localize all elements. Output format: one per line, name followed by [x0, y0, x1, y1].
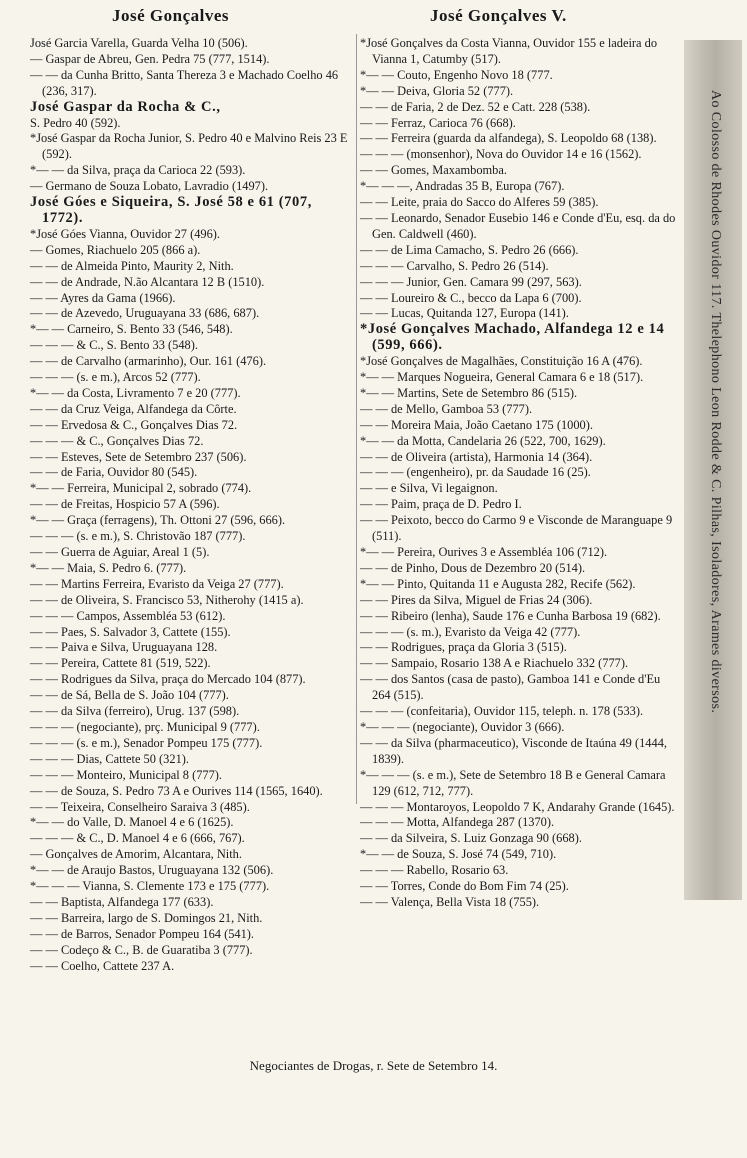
directory-entry: — — — & C., S. Bento 33 (548). [30, 338, 198, 353]
directory-entry: *— — da Silva, praça da Carioca 22 (593). [30, 163, 246, 178]
directory-entry: — — da Cunha Britto, Santa Thereza 3 e Machado Coelho 46 (236, 317). [30, 67, 339, 98]
directory-entry: — — Martins Ferreira, Evaristo da Veiga 27 (777). [30, 576, 284, 591]
directory-entry: *— — —, Andradas 35 B, Europa (767). [360, 179, 565, 194]
directory-entry: — — Paes, S. Salvador 3, Cattete (155). [30, 624, 231, 639]
directory-entry: — — Guerra de Aguiar, Areal 1 (5). [30, 545, 210, 559]
directory-entry: *— — Pinto, Quitanda 11 e Augusta 282, Recife (562). [360, 576, 636, 591]
directory-entry: — — Ayres da Gama (1966). [30, 290, 176, 305]
directory-entry: — — Leite, praia do Sacco do Alferes 59 (385). [360, 195, 599, 210]
directory-entry: — — Baptista, Alfandega 177 (633). [30, 894, 214, 909]
left-column [30, 36, 356, 974]
directory-entry: — — — & C., Gonçalves Dias 72. [30, 433, 204, 448]
directory-entry: *— — Deiva, Gloria 52 (777). [360, 83, 514, 98]
directory-entry: — — — Campos, Assembléa 53 (612). [30, 608, 226, 623]
directory-entry: — Gomes, Riachuelo 205 (866 a). [30, 242, 201, 257]
directory-entry: José Góes e Siqueira, S. José 58 e 61 (707, 1772). [30, 194, 312, 226]
directory-entry: *José Gaspar da Rocha Junior, S. Pedro 40 e Malvino Reis 23 E (592). [30, 131, 348, 162]
directory-entry: — — de Almeida Pinto, Maurity 2, Nith. [30, 258, 234, 273]
directory-entry: José Garcia Varella, Guarda Velha 10 (506). [30, 36, 248, 50]
directory-entry: *— — Carneiro, S. Bento 33 (546, 548). [30, 322, 233, 337]
directory-entry: S. Pedro 40 (592). [30, 115, 121, 130]
directory-entry: — — de Sá, Bella de S. João 104 (777). [30, 688, 229, 703]
directory-entry: — — dos Santos (casa de pasto), Gamboa 141 e Conde d'Eu 264 (515). [360, 672, 661, 703]
directory-entry: — — Rodrigues, praça da Gloria 3 (515). [360, 640, 567, 655]
directory-entry: — — Rodrigues da Silva, praça do Mercado 104 (877). [30, 672, 306, 687]
directory-entry: — — de Oliveira, S. Francisco 53, Nitherohy (1415 a). [30, 592, 304, 607]
directory-entry: — — Torres, Conde do Bom Fim 74 (25). [360, 879, 569, 894]
directory-entry: — — de Faria, Ouvidor 80 (545). [30, 465, 198, 480]
directory-entry: — — Lucas, Quitanda 127, Europa (141). [360, 306, 569, 321]
header-left-title: José Gonçalves [112, 6, 230, 25]
directory-entry: *— — Couto, Engenho Novo 18 (777. [360, 67, 553, 82]
directory-entry: — — — Motta, Alfandega 287 (1370). [360, 815, 555, 830]
directory-entry: — — de Souza, S. Pedro 73 A e Ourives 114 (1565, 1640). [30, 783, 323, 798]
page-footer: Negociantes de Drogas, r. Sete de Setembro 14. [249, 1058, 498, 1073]
directory-entry: — — — Monteiro, Municipal 8 (777). [30, 767, 223, 782]
directory-entry: — — e Silva, Vi legaignon. [360, 481, 498, 496]
directory-entry: *— — Graça (ferragens), Th. Ottoni 27 (596, 666). [30, 513, 286, 528]
directory-entry: — — de Barros, Senador Pompeu 164 (541). [30, 926, 255, 941]
directory-entry: — — de Carvalho (armarinho), Our. 161 (476). [30, 354, 267, 369]
directory-entry: *— — Pereira, Ourives 3 e Assembléa 106 (712). [360, 545, 608, 559]
directory-entry: — — de Oliveira (artista), Harmonia 14 (364). [360, 449, 593, 464]
column-divider [356, 34, 357, 804]
directory-entry: — — Gomes, Maxambomba. [360, 163, 507, 178]
directory-entry: — — de Azevedo, Uruguayana 33 (686, 687). [30, 306, 260, 321]
right-column [360, 36, 678, 911]
directory-entry: — — — (engenheiro), pr. da Saudade 16 (25). [360, 465, 591, 480]
directory-entry: — — Ervedosa & C., Gonçalves Dias 72. [30, 417, 238, 432]
directory-entry: *— — da Costa, Livramento 7 e 20 (777). [30, 385, 241, 400]
side-advertisement-text: Ao Colosso de Rhodes Ouvidor 117. Thelephono Leon Rodde & C. Pilhas, Isoladores, Arames diversos. [708, 90, 723, 714]
directory-entry: — — Ferraz, Carioca 76 (668). [360, 115, 516, 130]
directory-entry: — — Sampaio, Rosario 138 A e Riachuelo 332 (777). [360, 656, 629, 671]
directory-entry: *José Gonçalves Machado, Alfandega 12 e 14 (599, 666). [360, 321, 665, 354]
directory-entry: *— — do Valle, D. Manoel 4 e 6 (1625). [30, 815, 234, 830]
header-right-title: José Gonçalves V. [430, 6, 567, 25]
directory-entry: — — da Silva (pharmaceutico), Visconde de Itaúna 49 (1444, 1839). [360, 735, 667, 766]
directory-entry: — — — (s. e m.), Senador Pompeu 175 (777). [30, 735, 263, 750]
directory-entry: — — Paim, praça de D. Pedro I. [360, 497, 522, 512]
directory-entry: *José Gonçalves da Costa Vianna, Ouvidor 155 e ladeira do Vianna 1, Catumby (517). [360, 36, 658, 66]
directory-entry: — — — Carvalho, S. Pedro 26 (514). [360, 258, 549, 273]
directory-entry: — — Leonardo, Senador Eusebio 146 e Conde d'Eu, esq. da do Gen. Caldwell (460). [360, 210, 676, 241]
directory-entry: *— — Martins, Sete de Setembro 86 (515). [360, 385, 578, 400]
directory-entry: — — de Andrade, N.ão Alcantara 12 B (1510). [30, 274, 265, 289]
directory-entry: *— — — Vianna, S. Clemente 173 e 175 (777). [30, 879, 270, 894]
directory-entry: — — da Cruz Veiga, Alfandega da Côrte. [30, 401, 237, 416]
directory-entry: *— — — (s. e m.), Sete de Setembro 18 B e General Camara 129 (612, 712, 777). [360, 767, 666, 798]
directory-entry: — — Peixoto, becco do Carmo 9 e Visconde de Maranguape 9 (511). [360, 513, 673, 544]
directory-entry: *— — de Souza, S. José 74 (549, 710). [360, 847, 557, 862]
directory-entry: — — Loureiro & C., becco da Lapa 6 (700). [360, 290, 582, 305]
directory-entry: *— — de Araujo Bastos, Uruguayana 132 (506). [30, 863, 274, 878]
directory-entry: — — — Montaroyos, Leopoldo 7 K, Andarahy Grande (1645). [360, 799, 675, 814]
directory-entry: *José Góes Vianna, Ouvidor 27 (496). [30, 226, 221, 241]
directory-entry: — — — (negociante), prç. Municipal 9 (777). [30, 719, 260, 734]
directory-entry: — — Esteves, Sete de Setembro 237 (506). [30, 449, 247, 464]
directory-entry: — — — (s. e m.), S. Christovão 187 (777). [30, 529, 246, 544]
directory-entry: — Gonçalves de Amorim, Alcantara, Nith. [30, 847, 242, 862]
directory-entry: — — Ferreira (guarda da alfandega), S. Leopoldo 68 (138). [360, 131, 657, 146]
directory-entry: *— — Maia, S. Pedro 6. (777). [30, 560, 187, 575]
directory-entry: — — — (s. m.), Evaristo da Veiga 42 (777). [360, 624, 581, 639]
directory-entry: — — de Freitas, Hospicio 57 A (596). [30, 497, 220, 512]
directory-entry: — Gaspar de Abreu, Gen. Pedra 75 (777, 1514). [30, 51, 270, 66]
directory-entry: — — Codeço & C., B. de Guaratiba 3 (777). [30, 942, 253, 957]
directory-entry: — — — & C., D. Manoel 4 e 6 (666, 767). [30, 831, 245, 846]
directory-entry: — — Barreira, largo de S. Domingos 21, Nith. [30, 910, 263, 925]
page-header [0, 4, 747, 32]
directory-entry: *José Gonçalves de Magalhães, Constituição 16 A (476). [360, 354, 643, 369]
directory-entry: — — de Mello, Gamboa 53 (777). [360, 401, 533, 416]
directory-entry: José Gaspar da Rocha & C., [30, 98, 221, 115]
directory-entry: — — de Lima Camacho, S. Pedro 26 (666). [360, 242, 579, 257]
directory-entry: — — Coelho, Cattete 237 A. [30, 958, 175, 973]
directory-entry: — — Paiva e Silva, Uruguayana 128. [30, 640, 218, 655]
directory-entry: — — Pires da Silva, Miguel de Frias 24 (306). [360, 592, 593, 607]
directory-entry: — — Ribeiro (lenha), Saude 176 e Cunha Barbosa 19 (682). [360, 608, 661, 623]
directory-entry: — — de Pinho, Dous de Dezembro 20 (514). [360, 560, 586, 575]
directory-entry: — — — Rabello, Rosario 63. [360, 863, 509, 878]
directory-entry: — — — (s. e m.), Arcos 52 (777). [30, 370, 201, 385]
directory-entry: — — — (monsenhor), Nova do Ouvidor 14 e 16 (1562). [360, 147, 642, 162]
directory-entry: *— — — (negociante), Ouvidor 3 (666). [360, 719, 565, 734]
directory-entry: *— — Ferreira, Municipal 2, sobrado (774). [30, 481, 252, 496]
directory-entry: — — — Junior, Gen. Camara 99 (297, 563). [360, 274, 582, 289]
directory-entry: — — — Dias, Cattete 50 (321). [30, 751, 189, 766]
directory-entry: — — Pereira, Cattete 81 (519, 522). [30, 656, 211, 671]
directory-entry: — — da Silveira, S. Luiz Gonzaga 90 (668). [360, 831, 582, 846]
directory-entry: — — Moreira Maia, João Caetano 175 (1000). [360, 417, 593, 432]
directory-entry: — — — (confeitaria), Ouvidor 115, teleph. n. 178 (533). [360, 704, 644, 719]
directory-entry: — — da Silva (ferreiro), Urug. 137 (598). [30, 704, 240, 719]
directory-entry: — — de Faria, 2 de Dez. 52 e Catt. 228 (538). [360, 99, 591, 114]
directory-entry: — Germano de Souza Lobato, Lavradio (1497). [30, 179, 269, 194]
directory-entry: — — Valença, Bella Vista 18 (755). [360, 894, 540, 909]
directory-entry: *— — Marques Nogueira, General Camara 6 e 18 (517). [360, 370, 644, 385]
directory-entry: — — Teixeira, Conselheiro Saraiva 3 (485). [30, 799, 250, 814]
directory-entry: *— — da Motta, Candelaria 26 (522, 700, 1629). [360, 433, 606, 448]
